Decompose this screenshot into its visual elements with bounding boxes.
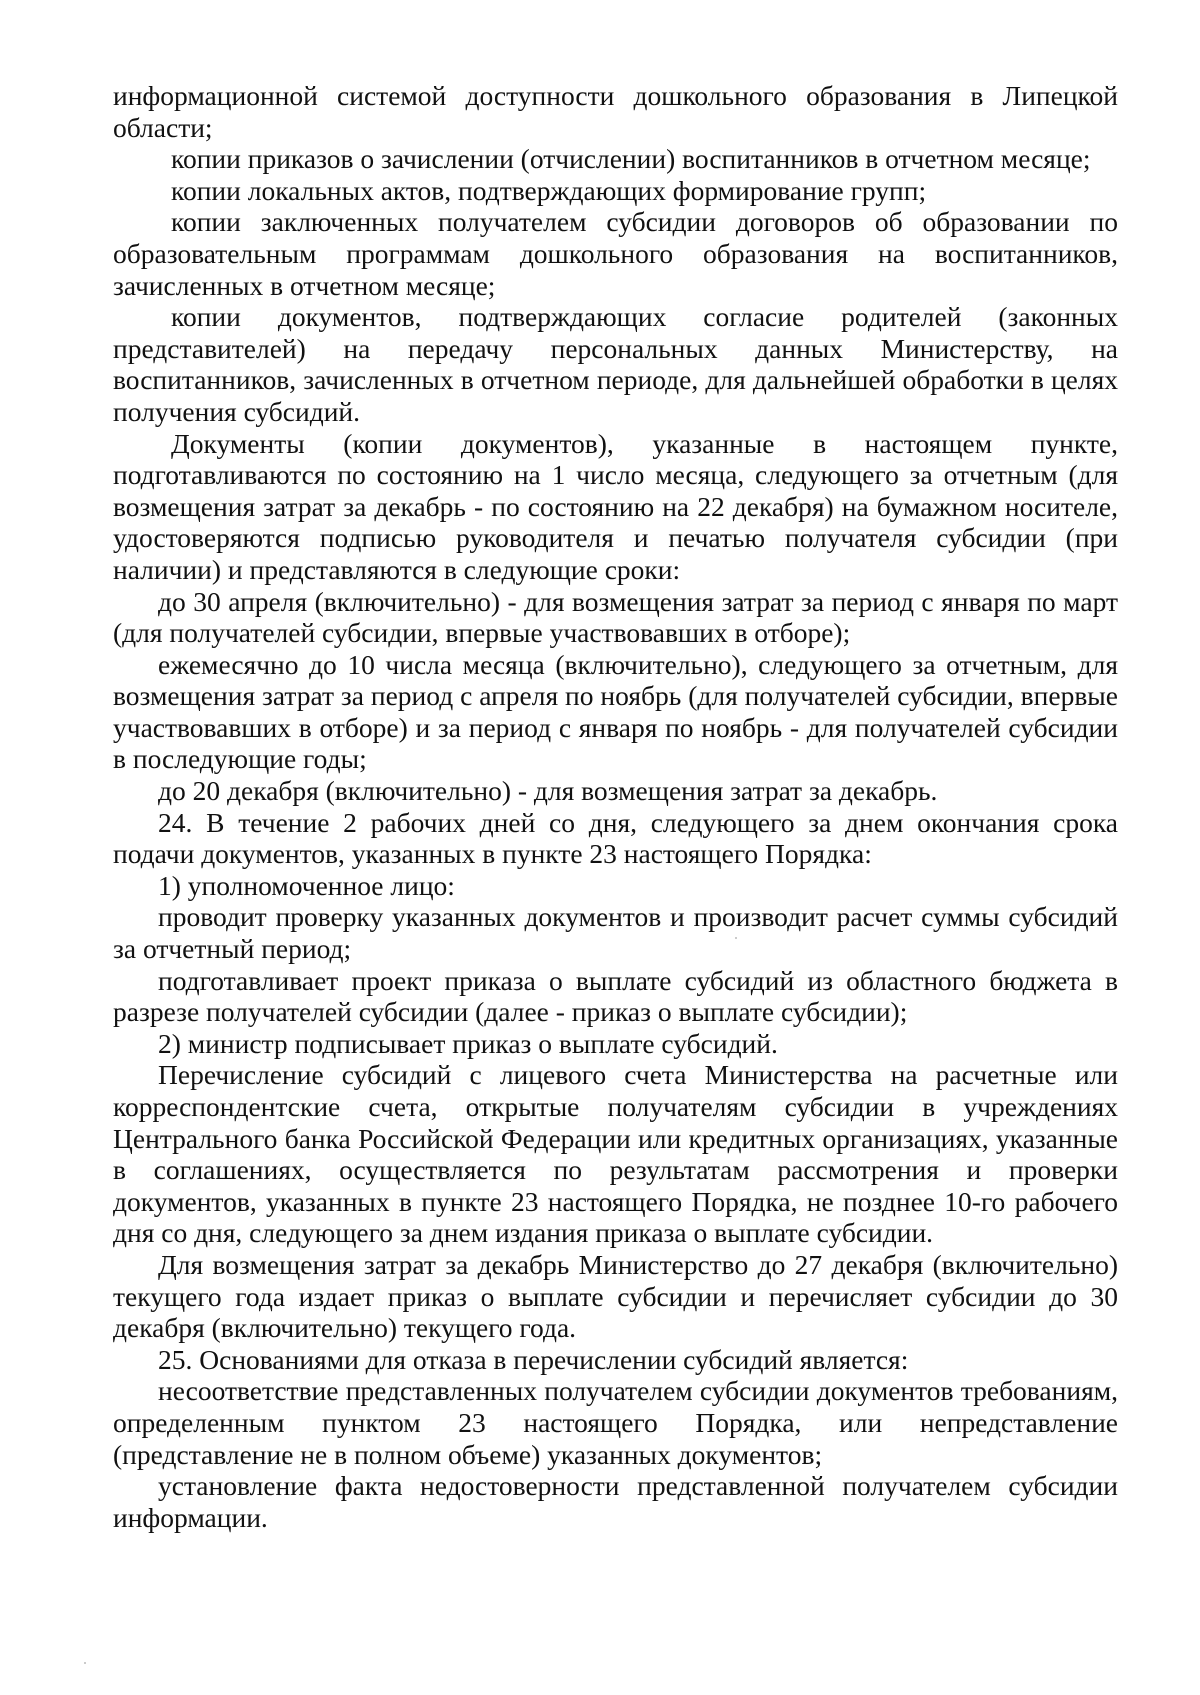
paragraph-consent: копии документов, подтверждающих согласие родителей (законных представителей) на передачу персональных данных Министерству, на воспитанников, зачисленных в отчетном периоде, для дальнейшей обработки в целях получения субсидий. bbox=[113, 301, 1118, 427]
paragraph-item-24: 24. В течение 2 рабочих дней со дня, следующего за днем окончания срока подачи документов, указанных в пункте 23 настоящего Порядка: bbox=[113, 806, 1118, 870]
paragraph-transfer: Перечисление субсидий с лицевого счета Министерства на расчетные или корреспондентские счета, открытые получателям субсидии в учреждениях Центрального банка Российской Федерации или кредитных организациях, указанные в соглашениях, осуществляется по результатам рассмотрения и проверки документов, указанных в пункте 23 настоящего Порядка, не позднее 10-го рабочего дня со дня, следующего за днем издания приказа о выплате субсидии. bbox=[113, 1059, 1118, 1249]
paragraph-documents-preparation: Документы (копии документов), указанные в настоящем пункте, подготавливаются по состоянию на 1 число месяца, следующего за отчетным (для возмещения затрат за декабрь - по состоянию на 22 декабря) на бумажном носителе, удостоверяются подписью руководителя и печатью получателя субсидии (при наличии) и представляются в следующие сроки: bbox=[113, 427, 1118, 585]
paragraph-minister-signs: 2) министр подписывает приказ о выплате субсидий. bbox=[158, 1027, 778, 1059]
paragraph-unreliability: установление факта недостоверности представленной получателем субсидии информации. bbox=[113, 1470, 1118, 1533]
paragraph-december-reimbursement: Для возмещения затрат за декабрь Министерство до 27 декабря (включительно) текущего года издает приказ о выплате субсидии и перечисляет субсидии до 30 декабря (включительно) текущего года. bbox=[113, 1248, 1118, 1344]
paragraph-deadline-december: до 20 декабря (включительно) - для возмещения затрат за декабрь. bbox=[158, 775, 938, 807]
paragraph-deadline-april: до 30 апреля (включительно) - для возмещения затрат за период с января по март (для получателей субсидии, впервые участвовавших в отборе); bbox=[113, 585, 1118, 649]
paragraph-local-acts: копии локальных актов, подтверждающих формирование групп; bbox=[171, 174, 927, 206]
scan-speck bbox=[735, 937, 737, 939]
document-page bbox=[113, 80, 1118, 1533]
paragraph-noncompliance: несоответствие представленных получателем субсидии документов требованиям, определенным пунктом 23 настоящего Порядка, или непредставление (представление не в полном объеме) указанных документов; bbox=[113, 1375, 1118, 1470]
paragraph-draft-order: подготавливает проект приказа о выплате субсидий из областного бюджета в разрезе получателей субсидии (далее - приказ о выплате субсидии); bbox=[113, 964, 1118, 1028]
paragraph-authorized-person: 1) уполномоченное лицо: bbox=[158, 869, 455, 901]
paragraph-deadline-monthly: ежемесячно до 10 числа месяца (включительно), следующего за отчетным, для возмещения затрат за период с апреля по ноябрь (для получателей субсидии, впервые участвовавших в отборе) и за период с января по ноябрь - для получателей субсидии в последующие годы; bbox=[113, 648, 1118, 775]
paragraph-continuation: информационной системой доступности дошкольного образования в Липецкой области; bbox=[113, 80, 1118, 143]
scan-speck bbox=[84, 1662, 86, 1664]
paragraph-verification: проводит проверку указанных документов и производит расчет суммы субсидий за отчетный период; bbox=[113, 901, 1118, 965]
paragraph-orders-copies: копии приказов о зачислении (отчислении) воспитанников в отчетном месяце; bbox=[171, 143, 1091, 175]
paragraph-contracts: копии заключенных получателем субсидии договоров об образовании по образовательным программам дошкольного образования на воспитанников, зачисленных в отчетном месяце; bbox=[113, 206, 1118, 301]
paragraph-item-25: 25. Основаниями для отказа в перечислении субсидий является: bbox=[158, 1343, 909, 1375]
